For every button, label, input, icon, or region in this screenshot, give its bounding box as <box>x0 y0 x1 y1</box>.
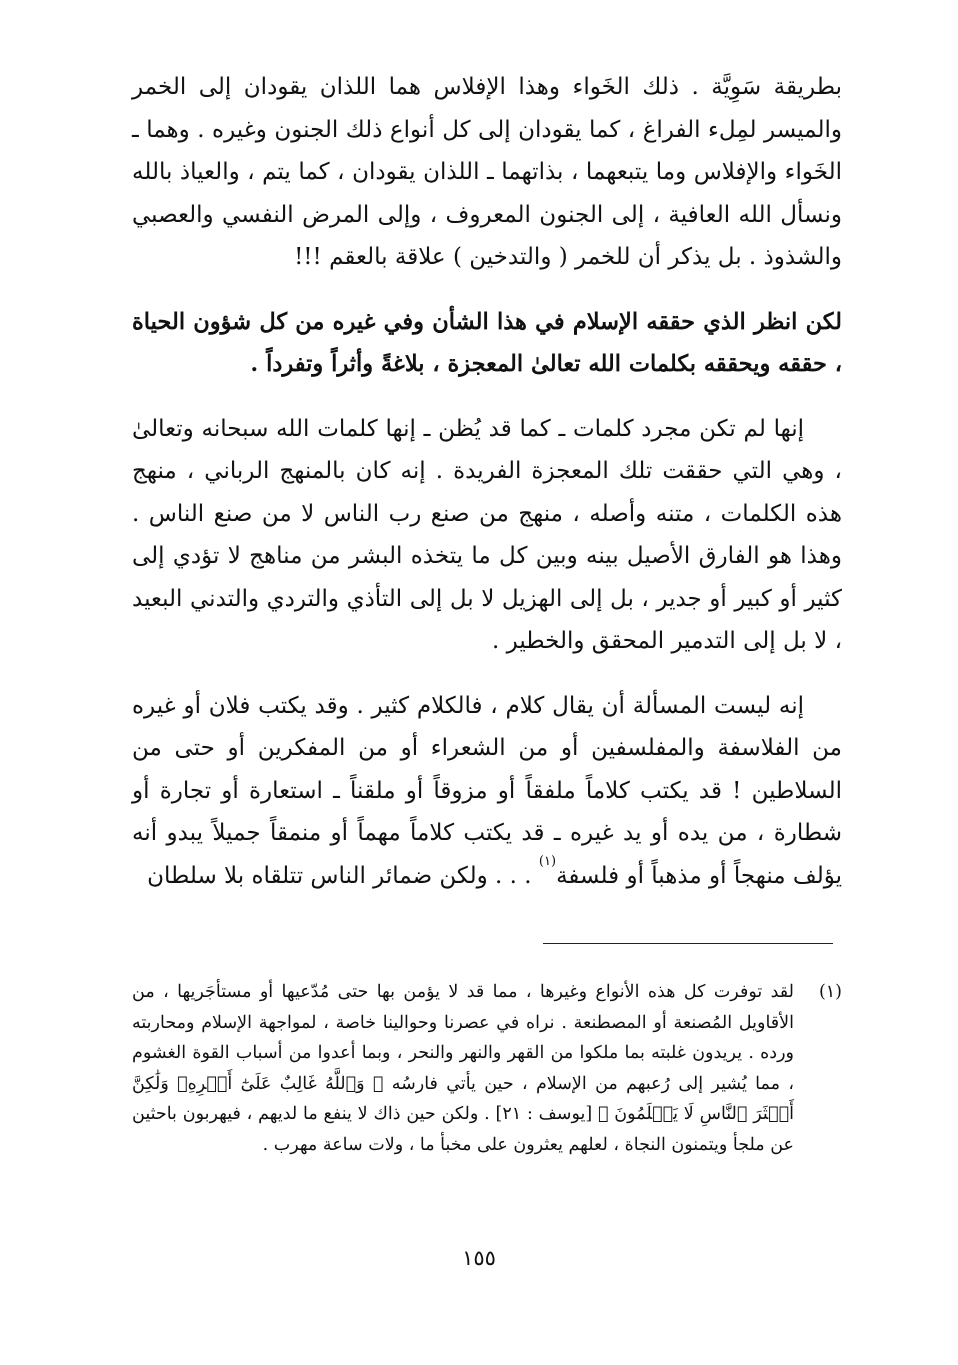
paragraph-4 <box>132 685 842 898</box>
paragraph-1: بطريقة سَوِيَّة . ذلك الخَواء وهذا الإفلاس هما اللذان يقودان إلى الخمر والميسر لمِلء الفراغ ، كما يقودان إلى كل أنواع ذلك الجنون وغيره . وهما ـ الخَواء والإفلاس وما يتبعهما ، بذاتهما ـ اللذان يقودان ، كما يتم ، والعياذ بالله ونسأل الله العافية ، إلى الجنون المعروف ، وإلى المرض النفسي والعصبي والشذوذ . بل يذكر أن للخمر ( والتدخين ) علاقة بالعقم !!! <box>132 74 843 270</box>
main-text-body <box>132 66 842 897</box>
paragraph-4-text-end: . . . ولكن ضمائر الناس تتلقاه بلا سلطان <box>147 862 539 889</box>
paragraph-2-bold: لكن انظر الذي حققه الإسلام في هذا الشأن وفي غيره من كل شؤون الحياة ، حققه ويحققه بكلمات الله تعالىٰ المعجزة ، بلاغةً وأثراً وتفرداً . <box>132 308 842 377</box>
footnote-number: (١) <box>818 982 842 1002</box>
footnote <box>132 977 842 1160</box>
footnote-separator-line <box>543 943 833 944</box>
footnote-text: لقد توفرت كل هذه الأنواع وغيرها ، مما قد لا يؤمن بها حتى مُدّعيها أو مستأجَريها ، من الأقاويل المُصنعة أو المصطنعة . نراه في عصرنا وحوالينا خاصة ، لمواجهة الإسلام ومحاربته ورده . يريدون غلبته بما ملكوا من القهر والنهر والنحر ، وبما أعدوا من أسباب القوة الغشوم ، مما يُشير إلى رُعبهم من الإسلام ، حين يأتي فارسُه ﴿ وَٱللَّهُ غَالِبٌ عَلَىٰٓ أَمۡرِهِۦ وَلَٰكِنَّ أَكۡثَرَ ٱلنَّاسِ لَا يَعۡلَمُونَ ﴾ [يوسف : ٢١] . ولكن حين ذاك لا ينفع ما لديهم ، فيهربون باحثين عن ملجأ ويتمنون النجاة ، لعلهم يعثرون على مخبأ ما ، ولات ساعة مهرب . <box>132 982 794 1155</box>
page-number: ١٥٥ <box>462 1246 496 1270</box>
paragraph-4-text-start: إنه ليست المسألة أن يقال كلام ، فالكلام كثير . وقد يكتب فلان أو غيره من الفلاسفة والمفلسفين أو من الشعراء أو من المفكرين أو حتى من السلاطين ! قد يكتب كلاماً ملفقاً أو مزوقاً أو ملقناً ـ استعارة أو تجارة أو شطارة ، من يده أو يد غيره ـ قد يكتب كلاماً مهماً أو منمقاً جميلاً يبدو أنه يؤلف منهجاً أو مذهباً أو فلسفة <box>132 692 842 889</box>
paragraph-3: إنها لم تكن مجرد كلمات ـ كما قد يُظن ـ إنها كلمات الله سبحانه وتعالىٰ ، وهي التي حققت تلك المعجزة الفريدة . إنه كان بالمنهج الرباني ، منهج هذه الكلمات ، متنه وأصله ، منهج من صنع رب الناس لا من صنع الناس . وهذا هو الفارق الأصيل بينه وبين كل ما يتخذه البشر من مناهج لا تؤدي إلى كثير أو كبير أو جدير ، بل إلى الهزيل لا بل إلى التأذي والتردي والتدني البعيد ، لا بل إلى التدمير المحقق والخطير . <box>132 415 842 654</box>
footnote-reference-mark: (١) <box>538 853 557 869</box>
